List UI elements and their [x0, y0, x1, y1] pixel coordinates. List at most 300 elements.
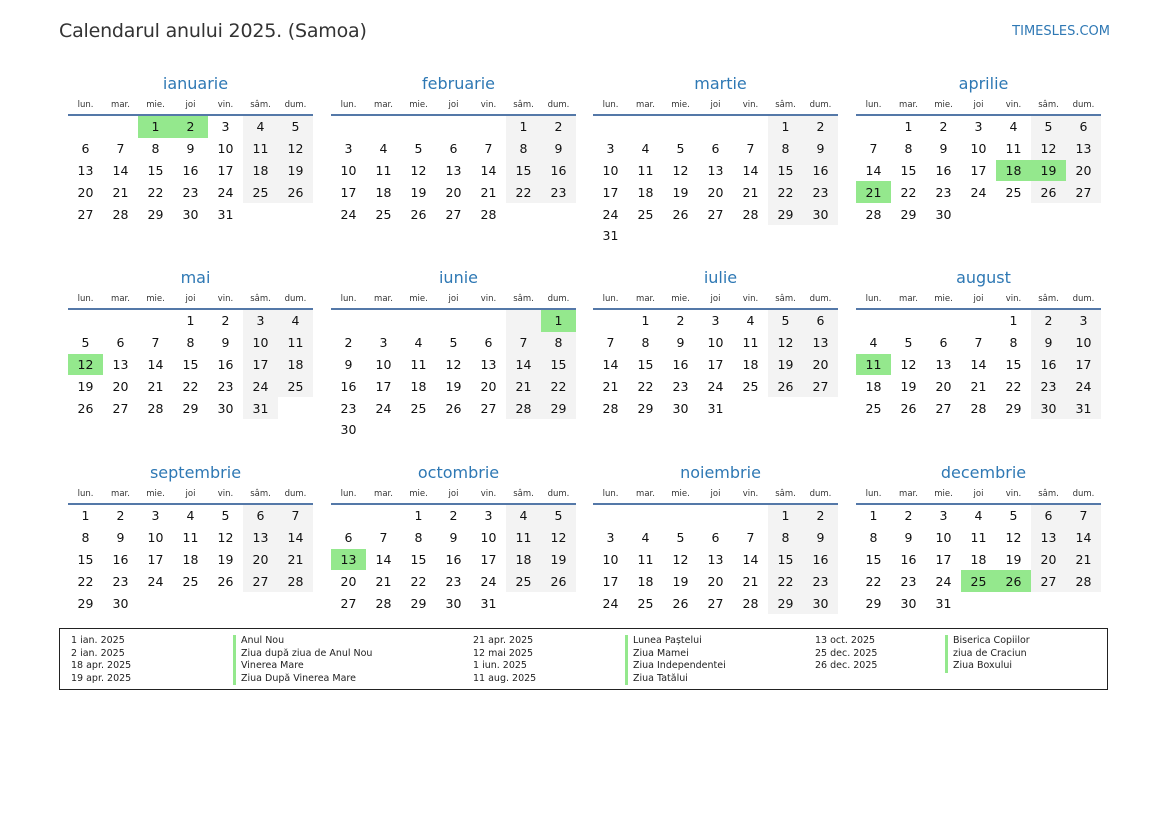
day-cell: 24 — [375, 400, 392, 416]
day-cell: 27 — [112, 400, 129, 416]
empty-cell — [278, 203, 313, 225]
day-cell: 9 — [904, 530, 913, 546]
empty-cell — [436, 115, 471, 138]
empty-cell — [208, 592, 243, 614]
day-cell: 22 — [541, 375, 576, 397]
day-cell: 28 — [278, 570, 313, 592]
day-cell: 29 — [900, 206, 917, 222]
day-cell: 19 — [77, 378, 94, 394]
day-cell: 12 — [217, 530, 234, 546]
day-cell: 8 — [768, 527, 803, 549]
day-cell: 18 — [182, 551, 199, 567]
day-cell: 3 — [974, 119, 983, 135]
day-cell: 31 — [707, 400, 724, 416]
day-cell: 17 — [217, 162, 234, 178]
day-cell: 2 — [803, 115, 838, 138]
weekday-header: mar. — [366, 485, 401, 504]
day-cell: 1 — [414, 508, 423, 524]
day-cell: 26 — [672, 595, 689, 611]
holiday-name: Biserica Copiilor — [953, 635, 1030, 646]
day-cell: 2 — [541, 115, 576, 138]
day-cell: 26 — [768, 375, 803, 397]
empty-cell — [996, 203, 1031, 225]
day-cell: 2 — [173, 115, 208, 138]
day-cell: 21 — [506, 375, 541, 397]
day-cell: 9 — [449, 530, 458, 546]
day-cell: 13 — [707, 162, 724, 178]
day-cell: 30 — [1031, 397, 1066, 419]
empty-cell — [856, 309, 891, 332]
holiday-name: Ziua Boxului — [953, 660, 1012, 671]
day-cell: 13 — [935, 356, 952, 372]
holiday-date: 2 ian. 2025 — [71, 647, 125, 659]
day-cell: 5 — [541, 504, 576, 527]
day-cell: 3 — [379, 335, 388, 351]
empty-cell — [506, 309, 541, 332]
day-cell: 6 — [116, 335, 125, 351]
day-cell: 23 — [803, 181, 838, 203]
weekday-header: sâm. — [768, 485, 803, 504]
day-cell: 12 — [445, 356, 462, 372]
weekday-header: mar. — [366, 290, 401, 309]
day-cell: 7 — [116, 141, 125, 157]
holiday-names-column — [233, 635, 372, 685]
day-cell: 7 — [379, 530, 388, 546]
empty-cell — [768, 225, 803, 247]
weekday-header: joi — [698, 485, 733, 504]
day-cell: 29 — [410, 595, 427, 611]
day-cell: 17 — [1066, 354, 1101, 376]
holiday-date: 21 apr. 2025 — [473, 635, 534, 646]
site-link[interactable]: TIMESLES.COM — [1012, 24, 1110, 39]
weekday-header: lun. — [593, 96, 628, 115]
day-cell: 28 — [602, 400, 619, 416]
month-table — [331, 485, 576, 614]
day-cell: 7 — [746, 530, 755, 546]
empty-cell — [541, 592, 576, 614]
month-name: septembrie — [149, 463, 242, 482]
day-cell: 13 — [331, 549, 366, 571]
day-cell: 22 — [865, 573, 882, 589]
day-cell: 20 — [243, 549, 278, 571]
day-cell: 26 — [996, 570, 1031, 592]
day-cell: 31 — [935, 595, 952, 611]
day-cell: 20 — [707, 184, 724, 200]
day-cell: 7 — [278, 504, 313, 527]
month-iunie — [331, 268, 576, 441]
day-cell: 20 — [112, 378, 129, 394]
day-cell: 17 — [707, 356, 724, 372]
day-cell: 31 — [1066, 397, 1101, 419]
day-cell: 22 — [900, 184, 917, 200]
weekday-header: vin. — [733, 290, 768, 309]
day-cell: 24 — [602, 206, 619, 222]
weekday-header: lun. — [331, 290, 366, 309]
day-cell: 29 — [865, 595, 882, 611]
day-cell: 4 — [379, 141, 388, 157]
weekday-header: sâm. — [243, 290, 278, 309]
day-cell: 7 — [506, 332, 541, 354]
empty-cell — [278, 592, 313, 614]
empty-cell — [331, 115, 366, 138]
day-cell: 20 — [707, 573, 724, 589]
day-cell: 23 — [445, 573, 462, 589]
day-cell: 2 — [116, 508, 125, 524]
empty-cell — [471, 115, 506, 138]
weekday-header: vin. — [208, 96, 243, 115]
weekday-header: mie. — [138, 485, 173, 504]
day-cell: 26 — [410, 206, 427, 222]
empty-cell — [366, 309, 401, 332]
empty-cell — [1031, 592, 1066, 614]
day-cell: 23 — [900, 573, 917, 589]
holiday-date: 25 dec. 2025 — [815, 647, 878, 659]
day-cell: 9 — [803, 527, 838, 549]
day-cell: 19 — [672, 573, 689, 589]
empty-cell — [961, 203, 996, 225]
empty-cell — [698, 225, 733, 247]
weekday-header: mie. — [663, 485, 698, 504]
day-cell: 21 — [147, 378, 164, 394]
empty-cell — [663, 504, 698, 527]
empty-cell — [68, 115, 103, 138]
day-cell: 8 — [768, 138, 803, 160]
day-cell: 23 — [217, 378, 234, 394]
empty-cell — [331, 309, 366, 332]
day-cell: 30 — [340, 422, 357, 438]
day-cell: 16 — [803, 160, 838, 182]
day-cell: 10 — [935, 530, 952, 546]
day-cell: 18 — [278, 354, 313, 376]
day-cell: 25 — [182, 573, 199, 589]
weekday-header: vin. — [733, 96, 768, 115]
month-name: noiembrie — [680, 463, 761, 482]
day-cell: 2 — [904, 508, 913, 524]
weekday-header: sâm. — [506, 290, 541, 309]
day-cell: 20 — [803, 354, 838, 376]
weekday-header: mie. — [401, 485, 436, 504]
day-cell: 21 — [375, 573, 392, 589]
day-cell: 4 — [414, 335, 423, 351]
weekday-header: joi — [173, 485, 208, 504]
day-cell: 21 — [602, 378, 619, 394]
day-cell: 15 — [77, 551, 94, 567]
month-name: februarie — [421, 74, 496, 93]
weekday-header: lun. — [856, 290, 891, 309]
weekday-header: dum. — [803, 485, 838, 504]
day-cell: 6 — [711, 530, 720, 546]
day-cell: 3 — [606, 141, 615, 157]
empty-cell — [733, 504, 768, 527]
empty-cell — [68, 309, 103, 332]
day-cell: 11 — [1005, 141, 1022, 157]
day-cell: 17 — [602, 573, 619, 589]
day-cell: 25 — [243, 181, 278, 203]
weekday-header: mar. — [628, 485, 663, 504]
day-cell: 28 — [970, 400, 987, 416]
holiday-date: 12 mai 2025 — [473, 647, 534, 659]
weekday-header: mie. — [401, 290, 436, 309]
day-cell: 6 — [344, 530, 353, 546]
day-cell: 1 — [541, 309, 576, 332]
day-cell: 12 — [410, 162, 427, 178]
month-name: aprilie — [958, 74, 1009, 93]
month-table — [68, 96, 313, 225]
day-cell: 18 — [742, 356, 759, 372]
day-cell: 23 — [1031, 375, 1066, 397]
month-mai — [68, 268, 313, 419]
month-table — [856, 290, 1101, 419]
weekday-header: dum. — [541, 290, 576, 309]
day-cell: 14 — [742, 551, 759, 567]
day-cell: 10 — [217, 141, 234, 157]
day-cell: 22 — [410, 573, 427, 589]
holiday-dates-column — [473, 635, 536, 685]
month-table — [68, 485, 313, 614]
day-cell: 11 — [278, 332, 313, 354]
empty-cell — [138, 592, 173, 614]
month-table — [331, 290, 576, 441]
day-cell: 28 — [147, 400, 164, 416]
weekday-header: lun. — [68, 290, 103, 309]
empty-cell — [663, 225, 698, 247]
day-cell: 26 — [217, 573, 234, 589]
day-cell: 7 — [869, 141, 878, 157]
day-cell: 10 — [147, 530, 164, 546]
day-cell: 25 — [865, 400, 882, 416]
day-cell: 1 — [506, 115, 541, 138]
day-cell: 22 — [77, 573, 94, 589]
day-cell: 24 — [340, 206, 357, 222]
month-name: iunie — [438, 268, 478, 287]
weekday-header: mie. — [926, 485, 961, 504]
day-cell: 16 — [112, 551, 129, 567]
empty-cell — [331, 504, 366, 527]
day-cell: 10 — [707, 335, 724, 351]
day-cell: 18 — [970, 551, 987, 567]
month-table — [331, 96, 576, 225]
day-cell: 8 — [506, 138, 541, 160]
day-cell: 5 — [221, 508, 230, 524]
month-name: august — [956, 268, 1011, 287]
day-cell: 22 — [182, 378, 199, 394]
weekday-header: lun. — [68, 485, 103, 504]
empty-cell — [506, 419, 541, 441]
day-cell: 11 — [182, 530, 199, 546]
weekday-header: dum. — [1066, 290, 1101, 309]
weekday-header: joi — [173, 96, 208, 115]
day-cell: 8 — [81, 530, 90, 546]
day-cell: 1 — [869, 508, 878, 524]
weekday-header: mar. — [103, 96, 138, 115]
day-cell: 12 — [768, 332, 803, 354]
weekday-header: vin. — [733, 485, 768, 504]
holiday-name: Anul Nou — [241, 635, 285, 646]
day-cell: 2 — [939, 119, 948, 135]
weekday-header: lun. — [68, 96, 103, 115]
day-cell: 20 — [1031, 549, 1066, 571]
weekday-header: joi — [698, 290, 733, 309]
day-cell: 28 — [865, 206, 882, 222]
day-cell: 27 — [803, 375, 838, 397]
day-cell: 5 — [81, 335, 90, 351]
day-cell: 26 — [900, 400, 917, 416]
day-cell: 8 — [414, 530, 423, 546]
day-cell: 12 — [900, 356, 917, 372]
month-iulie — [593, 268, 838, 419]
day-cell: 5 — [676, 530, 685, 546]
day-cell: 6 — [1031, 504, 1066, 527]
day-cell: 7 — [606, 335, 615, 351]
month-septembrie — [68, 463, 313, 614]
weekday-header: dum. — [541, 485, 576, 504]
day-cell: 17 — [147, 551, 164, 567]
month-table — [856, 96, 1101, 225]
day-cell: 25 — [961, 570, 996, 592]
day-cell: 21 — [970, 378, 987, 394]
empty-cell — [366, 504, 401, 527]
empty-cell — [628, 225, 663, 247]
weekday-header: sâm. — [506, 485, 541, 504]
day-cell: 20 — [1066, 160, 1101, 182]
day-cell: 14 — [506, 354, 541, 376]
day-cell: 20 — [935, 378, 952, 394]
weekday-header: sâm. — [1031, 96, 1066, 115]
day-cell: 27 — [77, 206, 94, 222]
day-cell: 27 — [707, 595, 724, 611]
day-cell: 21 — [1066, 549, 1101, 571]
weekday-header: dum. — [278, 290, 313, 309]
day-cell: 24 — [243, 375, 278, 397]
holiday-dates-column — [815, 635, 877, 673]
empty-cell — [541, 419, 576, 441]
holiday-name: ziua de Craciun — [953, 647, 1027, 659]
day-cell: 2 — [449, 508, 458, 524]
month-name: iulie — [703, 268, 738, 287]
day-cell: 15 — [1005, 356, 1022, 372]
day-cell: 16 — [340, 378, 357, 394]
day-cell: 1 — [186, 313, 195, 329]
empty-cell — [401, 115, 436, 138]
weekday-header: vin. — [208, 290, 243, 309]
day-cell: 8 — [904, 141, 913, 157]
day-cell: 16 — [803, 549, 838, 571]
day-cell: 14 — [112, 162, 129, 178]
empty-cell — [1066, 592, 1101, 614]
day-cell: 20 — [445, 184, 462, 200]
holiday-date: 19 apr. 2025 — [71, 672, 132, 684]
day-cell: 7 — [1066, 504, 1101, 527]
weekday-header: joi — [698, 96, 733, 115]
day-cell: 18 — [637, 573, 654, 589]
day-cell: 19 — [217, 551, 234, 567]
day-cell: 8 — [1009, 335, 1018, 351]
day-cell: 30 — [672, 400, 689, 416]
day-cell: 12 — [68, 354, 103, 376]
day-cell: 24 — [147, 573, 164, 589]
day-cell: 4 — [506, 504, 541, 527]
day-cell: 27 — [340, 595, 357, 611]
empty-cell — [1066, 203, 1101, 225]
empty-cell — [926, 309, 961, 332]
day-cell: 31 — [217, 206, 234, 222]
empty-cell — [733, 397, 768, 419]
day-cell: 7 — [151, 335, 160, 351]
weekday-header: joi — [961, 290, 996, 309]
day-cell: 15 — [147, 162, 164, 178]
day-cell: 24 — [480, 573, 497, 589]
day-cell: 16 — [935, 162, 952, 178]
day-cell: 2 — [221, 313, 230, 329]
day-cell: 23 — [112, 573, 129, 589]
day-cell: 3 — [1066, 309, 1101, 332]
empty-cell — [103, 115, 138, 138]
day-cell: 6 — [939, 335, 948, 351]
month-table — [593, 485, 838, 614]
day-cell: 16 — [445, 551, 462, 567]
day-cell: 25 — [506, 570, 541, 592]
day-cell: 1 — [768, 115, 803, 138]
day-cell: 28 — [480, 206, 497, 222]
day-cell: 13 — [445, 162, 462, 178]
holidays-legend — [59, 628, 1108, 690]
page-title: Calendarul anului 2025. (Samoa) — [59, 20, 367, 42]
day-cell: 4 — [974, 508, 983, 524]
empty-cell — [733, 115, 768, 138]
day-cell: 15 — [900, 162, 917, 178]
day-cell: 19 — [1031, 160, 1066, 182]
day-cell: 26 — [1031, 181, 1066, 203]
weekday-header: mie. — [663, 96, 698, 115]
weekday-header: dum. — [803, 290, 838, 309]
day-cell: 14 — [602, 356, 619, 372]
day-cell: 14 — [147, 356, 164, 372]
empty-cell — [401, 419, 436, 441]
day-cell: 11 — [637, 162, 654, 178]
day-cell: 14 — [375, 551, 392, 567]
weekday-header: joi — [436, 485, 471, 504]
weekday-header: sâm. — [243, 96, 278, 115]
empty-cell — [506, 203, 541, 225]
holiday-date: 1 ian. 2025 — [71, 635, 125, 646]
day-cell: 12 — [541, 527, 576, 549]
weekday-header: joi — [961, 96, 996, 115]
day-cell: 30 — [803, 592, 838, 614]
empty-cell — [243, 592, 278, 614]
day-cell: 29 — [768, 592, 803, 614]
day-cell: 8 — [151, 141, 160, 157]
day-cell: 21 — [112, 184, 129, 200]
month-name: decembrie — [940, 463, 1027, 482]
day-cell: 14 — [970, 356, 987, 372]
day-cell: 11 — [506, 527, 541, 549]
holiday-name: Ziua După Vinerea Mare — [241, 672, 356, 684]
day-cell: 9 — [116, 530, 125, 546]
day-cell: 11 — [410, 356, 427, 372]
day-cell: 4 — [278, 309, 313, 332]
day-cell: 1 — [641, 313, 650, 329]
day-cell: 4 — [641, 141, 650, 157]
day-cell: 6 — [1066, 115, 1101, 138]
empty-cell — [401, 309, 436, 332]
day-cell: 27 — [480, 400, 497, 416]
day-cell: 10 — [970, 141, 987, 157]
day-cell: 16 — [672, 356, 689, 372]
weekday-header: joi — [961, 485, 996, 504]
empty-cell — [173, 592, 208, 614]
weekday-header: mie. — [138, 96, 173, 115]
day-cell: 10 — [243, 332, 278, 354]
